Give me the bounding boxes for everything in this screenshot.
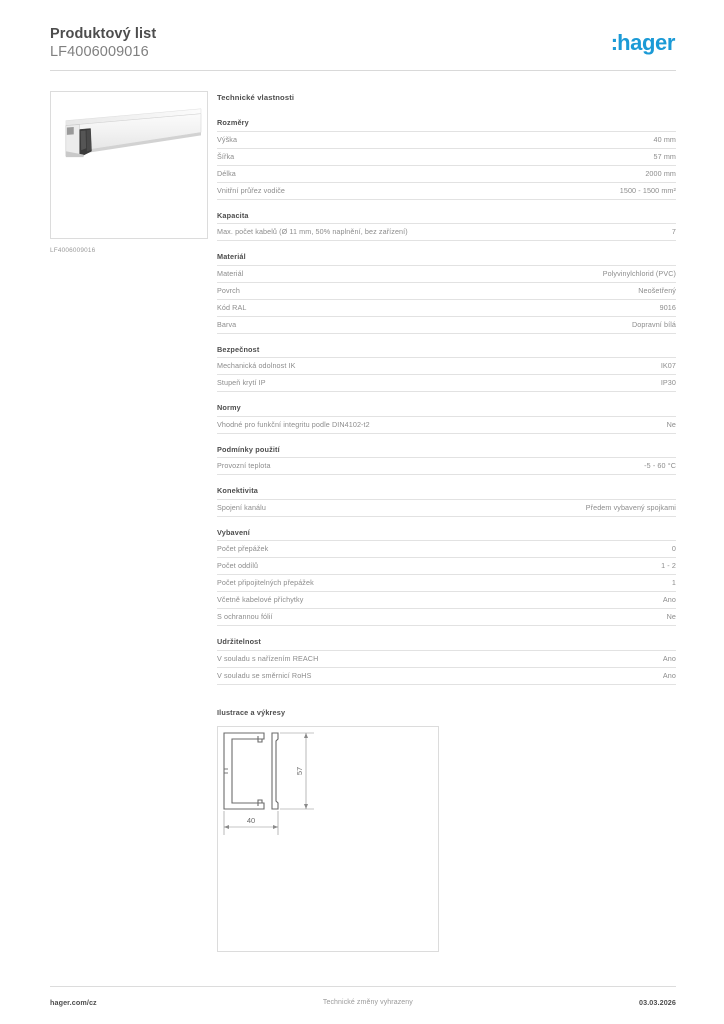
table-row — [217, 316, 676, 333]
table-row — [217, 131, 676, 148]
table-row — [217, 541, 676, 558]
cross-section-drawing — [218, 727, 438, 951]
footer-website-link[interactable]: hager.com/cz — [50, 997, 97, 1007]
spec-table — [217, 265, 676, 334]
page-title: Produktový list — [50, 26, 157, 42]
technical-properties-title: Technické vlastnosti — [217, 93, 295, 102]
table-row — [217, 224, 676, 241]
spec-table — [217, 357, 676, 392]
table-row — [217, 282, 676, 299]
spec-section — [217, 118, 676, 200]
table-row — [217, 375, 676, 392]
table-row — [217, 575, 676, 592]
spec-section-heading: Materiál — [217, 252, 246, 261]
table-row — [217, 609, 676, 626]
spec-row-label: Počet připojitelných přepážek — [217, 575, 520, 592]
spec-row-value: 1 — [520, 575, 676, 592]
spec-table — [217, 416, 676, 434]
table-row — [217, 499, 676, 516]
table-row — [217, 182, 676, 199]
drawing-frame — [217, 726, 439, 952]
spec-row-label: Provozní teplota — [217, 458, 520, 475]
table-row — [217, 358, 676, 375]
spec-section — [217, 637, 676, 685]
spec-row-value: Neošetřený — [520, 282, 676, 299]
table-row — [217, 165, 676, 182]
footer-date: 03.03.2026 — [639, 997, 676, 1007]
header-titles — [50, 24, 156, 61]
spec-row-label: Povrch — [217, 282, 520, 299]
spec-section — [217, 252, 676, 334]
spec-row-value: Předem vybavený spojkami — [520, 499, 676, 516]
spec-row-label: V souladu se směrnicí RoHS — [217, 667, 520, 684]
spec-row-label: Materiál — [217, 265, 520, 282]
spec-row-label: Délka — [217, 165, 520, 182]
spec-row-value: Ne — [520, 609, 676, 626]
spec-row-value: -5 - 60 °C — [520, 458, 676, 475]
technical-properties-panel — [217, 93, 676, 952]
table-row — [217, 148, 676, 165]
spec-row-label: Šířka — [217, 148, 520, 165]
page-footer — [50, 995, 676, 1009]
spec-sections — [217, 118, 676, 685]
table-row — [217, 416, 676, 433]
logo-wordmark: hager — [617, 30, 675, 55]
product-image-caption: LF4006009016 — [50, 247, 96, 254]
spec-row-label: Počet oddílů — [217, 558, 520, 575]
spec-row-value: IK07 — [520, 358, 676, 375]
spec-row-label: Vnitřní průřez vodiče — [217, 182, 520, 199]
spec-row-value: Dopravní bílá — [520, 316, 676, 333]
spec-table — [217, 499, 676, 517]
spec-row-label: Počet přepážek — [217, 541, 520, 558]
spec-row-value: 1500 - 1500 mm² — [520, 182, 676, 199]
table-row — [217, 558, 676, 575]
spec-section-heading: Normy — [217, 403, 241, 412]
logo-colon-icon: : — [610, 30, 618, 55]
spec-section — [217, 403, 676, 434]
product-image-frame — [50, 91, 208, 239]
product-reference: LF4006009016 — [50, 44, 149, 60]
spec-section-heading: Udržitelnost — [217, 637, 261, 646]
table-row — [217, 299, 676, 316]
spec-row-value: 57 mm — [520, 148, 676, 165]
spec-row-value: Ano — [520, 667, 676, 684]
spec-row-label: Max. počet kabelů (Ø 11 mm, 50% naplnění, bez zařízení) — [217, 224, 520, 241]
spec-row-label: Včetně kabelové příchytky — [217, 592, 520, 609]
spec-row-label: Barva — [217, 316, 520, 333]
hager-logo — [611, 24, 676, 56]
table-row — [217, 458, 676, 475]
spec-section — [217, 486, 676, 517]
spec-row-label: S ochrannou fólií — [217, 609, 520, 626]
spec-row-label: Vhodné pro funkční integritu podle DIN4102-t2 — [217, 416, 520, 433]
spec-row-value: 9016 — [520, 299, 676, 316]
footer-divider — [50, 986, 676, 987]
spec-section-heading: Podmínky použití — [217, 444, 280, 454]
drawings-block — [217, 708, 676, 952]
table-row — [217, 265, 676, 282]
product-figure — [50, 91, 208, 254]
spec-row-value: 7 — [520, 224, 676, 241]
spec-row-value: 2000 mm — [520, 165, 676, 182]
dimension-width-label: 40 — [246, 815, 256, 825]
dimension-height-label: 57 — [295, 766, 304, 775]
spec-table — [217, 540, 676, 626]
table-row — [217, 667, 676, 684]
spec-section — [217, 211, 676, 242]
drawings-heading: Ilustrace a výkresy — [217, 707, 286, 717]
header-divider — [50, 70, 676, 71]
spec-row-value: Ano — [520, 592, 676, 609]
spec-table — [217, 131, 676, 200]
spec-section-heading: Vybavení — [217, 527, 250, 537]
spec-table — [217, 457, 676, 475]
spec-row-label: Stupeň krytí IP — [217, 375, 520, 392]
table-row — [217, 650, 676, 667]
footer-disclaimer: Technické změny vyhrazeny — [322, 998, 413, 1006]
page-header — [50, 24, 676, 72]
spec-row-value: 0 — [520, 541, 676, 558]
spec-row-label: V souladu s nařízením REACH — [217, 650, 520, 667]
spec-row-value: Polyvinylchlorid (PVC) — [520, 265, 676, 282]
spec-row-value: Ano — [520, 650, 676, 667]
spec-section — [217, 445, 676, 476]
spec-section — [217, 345, 676, 393]
spec-section-heading: Konektivita — [217, 486, 258, 495]
spec-row-value: 40 mm — [520, 131, 676, 148]
table-row — [217, 592, 676, 609]
spec-row-label: Kód RAL — [217, 299, 520, 316]
spec-section — [217, 528, 676, 627]
spec-row-label: Spojení kanálu — [217, 499, 520, 516]
spec-section-heading: Bezpečnost — [217, 344, 260, 354]
spec-row-label: Mechanická odolnost IK — [217, 358, 520, 375]
spec-row-value: Ne — [520, 416, 676, 433]
spec-row-value: 1 - 2 — [520, 558, 676, 575]
product-photo — [51, 92, 207, 238]
spec-section-heading: Rozměry — [217, 118, 249, 127]
spec-table — [217, 223, 676, 241]
spec-row-value: IP30 — [520, 375, 676, 392]
spec-section-heading: Kapacita — [217, 210, 249, 220]
spec-row-label: Výška — [217, 131, 520, 148]
spec-table — [217, 650, 676, 685]
